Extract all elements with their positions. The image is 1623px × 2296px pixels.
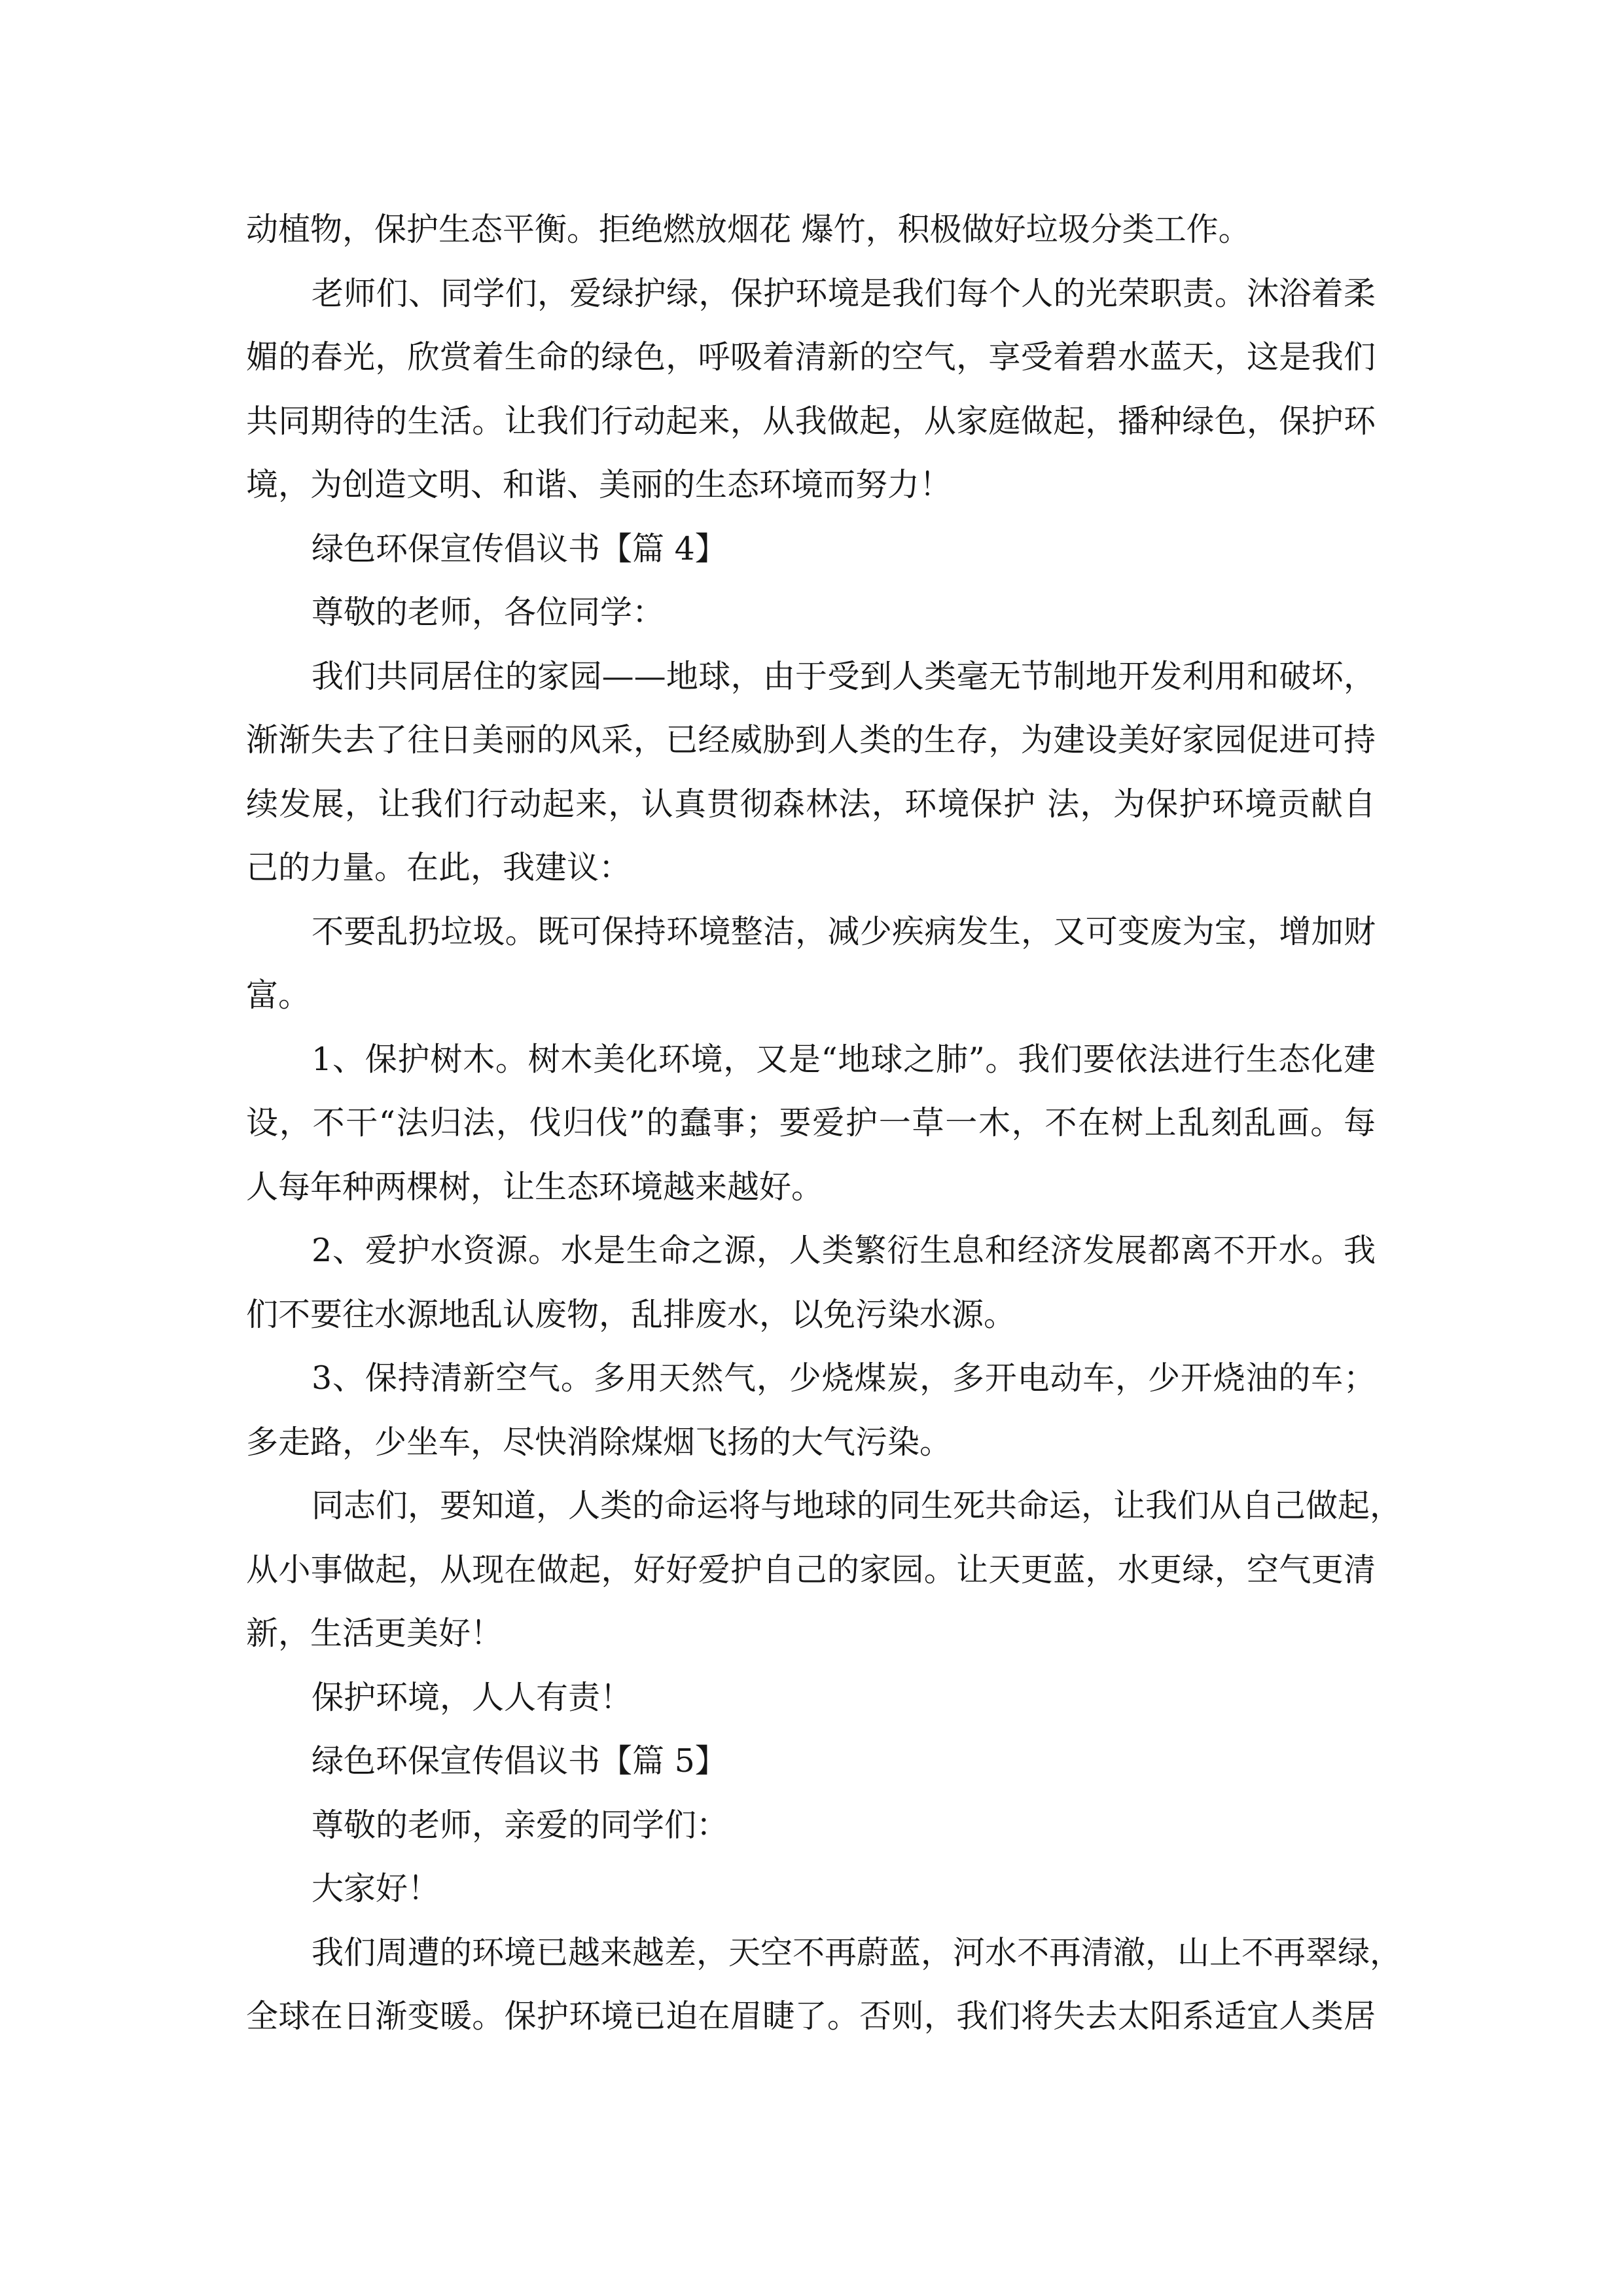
paragraph-line: 境，为创造文明、和谐、美丽的生态环境而努力！	[246, 466, 952, 503]
paragraph-line: 共同期待的生活。让我们行动起来，从我做起，从家庭做起，播种绿色，保护环	[246, 402, 1376, 440]
document-body	[246, 198, 1402, 2049]
greeting	[246, 1857, 1376, 1921]
paragraph-line: 们不要往水源地乱认废物，乱排废水，以免污染水源。	[246, 1295, 1016, 1333]
paragraph-line: 从小事做起，从现在做起，好好爱护自己的家园。让天更蓝，水更绿，空气更清	[246, 1551, 1376, 1588]
paragraph-line: 尊敬的老师，各位同学：	[312, 594, 665, 631]
paragraph-line: 设，不干“法归法，伐归伐”的蠢事；要爱护一草一木，不在树上乱刻乱画。每	[246, 1104, 1376, 1141]
paragraph-line: 全球在日渐变暖。保护环境已迫在眉睫了。否则，我们将失去太阳系适宜人类居	[246, 1998, 1376, 2035]
section-heading	[246, 517, 1376, 581]
paragraph-line: 媚的春光，欣赏着生命的绿色，呼吸着清新的空气，享受着碧水蓝天，这是我们	[246, 338, 1376, 376]
section-heading-text: 绿色环保宣传倡议书【篇 5】	[312, 1742, 727, 1780]
paragraph-line: 人每年种两棵树，让生态环境越来越好。	[246, 1168, 824, 1206]
paragraph-line: 渐渐失去了往日美丽的风采，已经威胁到人类的生存，为建设美好家园促进可持	[246, 721, 1376, 759]
paragraph	[246, 1666, 1376, 1730]
paragraph	[246, 645, 1376, 900]
paragraph-line: 大家好！	[312, 1870, 440, 1907]
paragraph-line: 尊敬的老师，亲爱的同学们：	[312, 1806, 729, 1844]
paragraph-line: 我们周遭的环境已越来越差，天空不再蔚蓝，河水不再清澈，山上不再翠绿，	[312, 1933, 1402, 1971]
paragraph-line: 己的力量。在此，我建议：	[246, 849, 632, 886]
paragraph-line: 富。	[246, 977, 311, 1014]
salutation	[246, 1793, 1376, 1857]
list-item	[246, 1219, 1376, 1346]
paragraph-line: 2、爱护水资源。水是生命之源，人类繁衍生息和经济发展都离不开水。我	[312, 1232, 1376, 1269]
paragraph-line: 同志们，要知道，人类的命运将与地球的同生死共命运，让我们从自己做起，	[312, 1487, 1402, 1524]
salutation	[246, 581, 1376, 645]
paragraph	[246, 262, 1376, 517]
list-item	[246, 1028, 1376, 1219]
paragraph	[246, 1474, 1402, 1666]
paragraph-line: 续发展，让我们行动起来，认真贯彻森林法，环境保护 法，为保护环境贡献自	[246, 785, 1376, 823]
paragraph-line: 保护环境，人人有责！	[312, 1678, 633, 1716]
paragraph	[246, 198, 1376, 262]
paragraph	[246, 900, 1376, 1028]
paragraph	[246, 1921, 1402, 2049]
paragraph-line: 多走路，少坐车，尽快消除煤烟飞扬的大气污染。	[246, 1423, 952, 1461]
paragraph-line: 3、保持清新空气。多用天然气，少烧煤炭，多开电动车，少开烧油的车；	[312, 1359, 1376, 1397]
paragraph-line: 1、保护树木。树木美化环境，又是“地球之肺”。我们要依法进行生态化建	[312, 1040, 1376, 1078]
paragraph-line: 老师们、同学们，爱绿护绿，保护环境是我们每个人的光荣职责。沐浴着柔	[312, 274, 1376, 312]
paragraph-line: 不要乱扔垃圾。既可保持环境整洁，减少疾病发生，又可变废为宝，增加财	[312, 912, 1376, 950]
section-heading	[246, 1729, 1376, 1793]
paragraph-line: 新，生活更美好！	[246, 1615, 503, 1652]
list-item	[246, 1346, 1376, 1474]
paragraph-line: 动植物，保护生态平衡。拒绝燃放烟花 爆竹，积极做好垃圾分类工作。	[246, 211, 1251, 248]
paragraph-line: 我们共同居住的家园——地球，由于受到人类毫无节制地开发利用和破坏，	[312, 657, 1376, 695]
section-heading-text: 绿色环保宣传倡议书【篇 4】	[312, 529, 727, 567]
